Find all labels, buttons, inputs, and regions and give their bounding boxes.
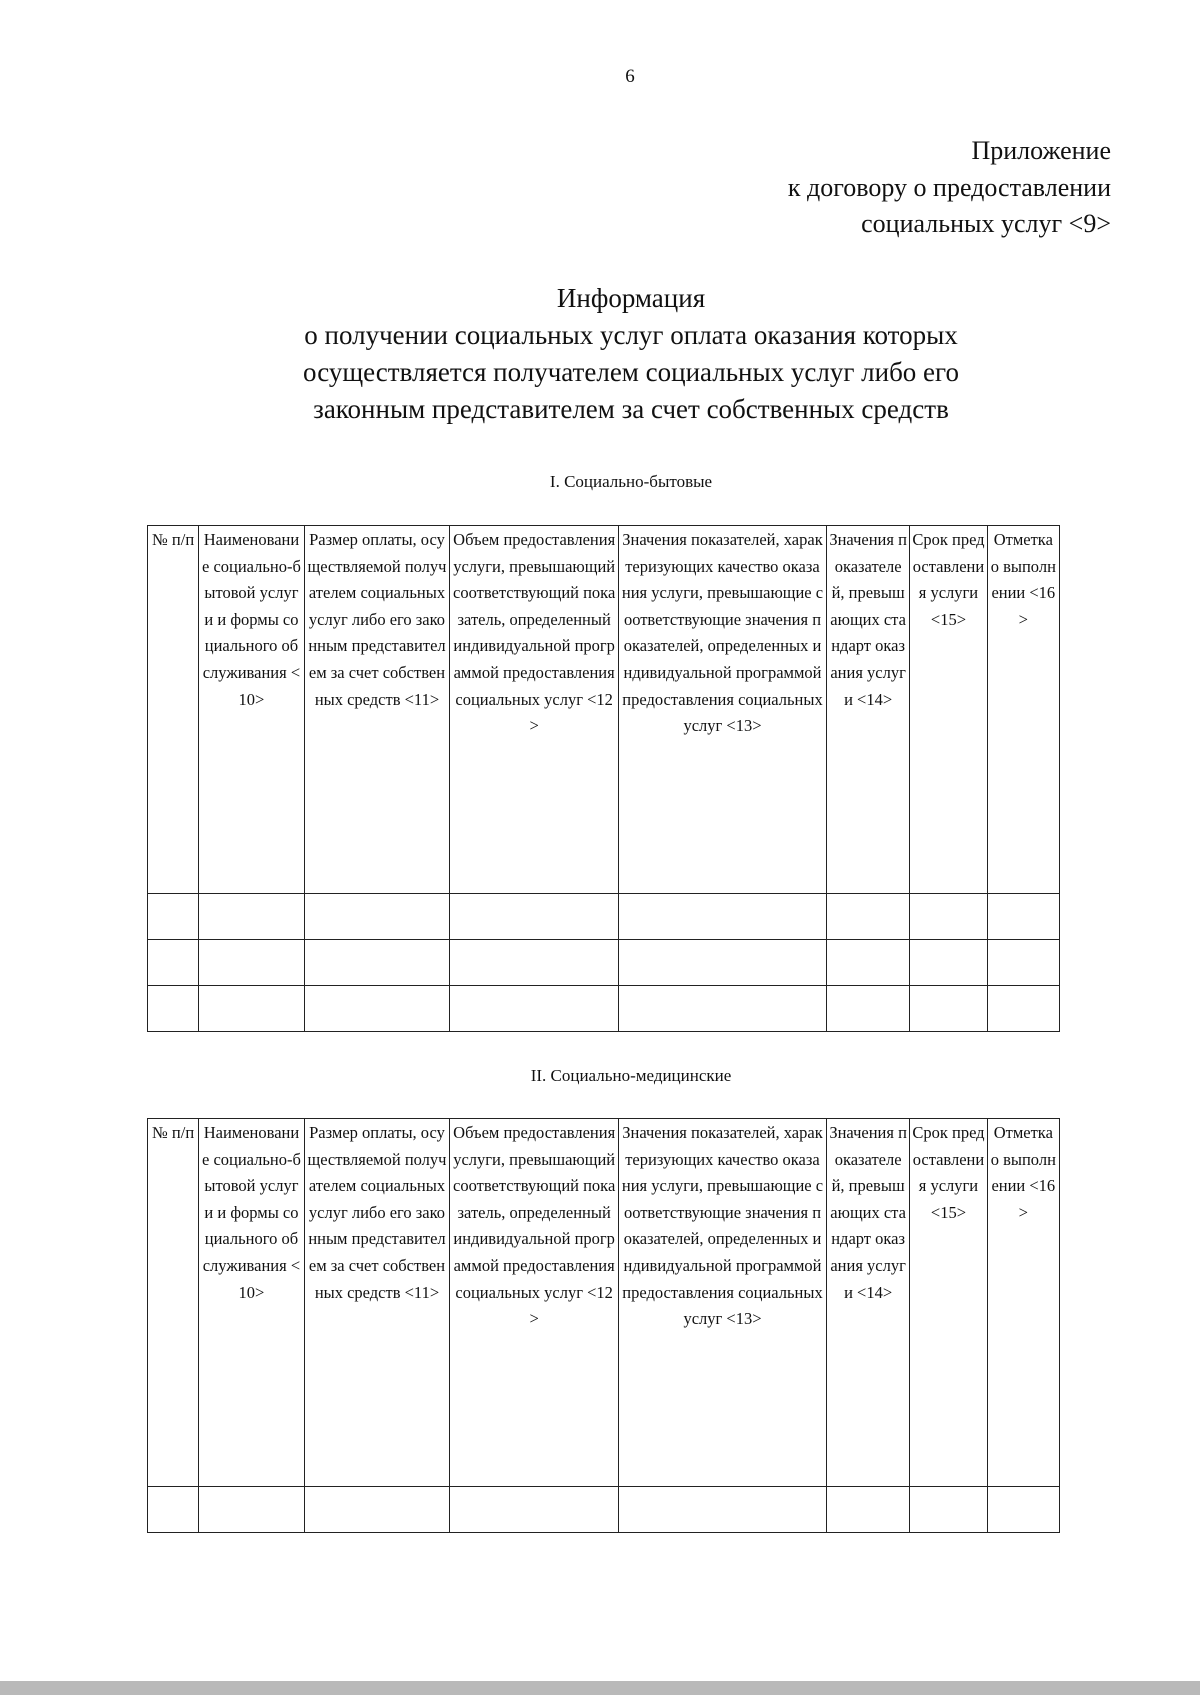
table-cell[interactable]	[619, 940, 827, 986]
section-heading-social-medical: II. Социально-медицинские	[530, 1066, 732, 1085]
column-header-quality-indicators: Значения показателей, характеризующих качество оказания услуги, превышающие соответствующие значения показателей, определенных индивидуальной программой предоставления социальных услуг <13>	[619, 526, 827, 894]
table-row	[148, 986, 1060, 1032]
column-header-completion-mark: Отметка о выполнении <16>	[987, 526, 1059, 894]
column-header-volume: Объем предоставления услуги, превышающий соответствующий показатель, определенный индивидуальной программой предоставления социальных услуг <12>	[450, 1119, 619, 1487]
appendix-line: к договору о предоставлении	[787, 172, 1111, 202]
document-title	[0, 280, 1200, 428]
table-cell[interactable]	[199, 986, 304, 1032]
column-header-service-name: Наименование социально-бытовой услуги и формы социального обслуживания <10>	[199, 1119, 304, 1487]
table-cell[interactable]	[910, 1487, 987, 1533]
table-cell[interactable]	[826, 894, 909, 940]
column-header-volume: Объем предоставления услуги, превышающий соответствующий показатель, определенный индивидуальной программой предоставления социальных услуг <12>	[450, 526, 619, 894]
table-cell[interactable]	[450, 986, 619, 1032]
table-row	[148, 1487, 1060, 1533]
services-table-social-medical	[147, 1118, 1060, 1533]
table-cell[interactable]	[148, 1487, 199, 1533]
table-cell[interactable]	[304, 1487, 450, 1533]
table-cell[interactable]	[910, 940, 987, 986]
table-cell[interactable]	[826, 986, 909, 1032]
column-header-term: Срок предоставления услуги <15>	[910, 1119, 987, 1487]
column-header-completion-mark: Отметка о выполнении <16>	[987, 1119, 1059, 1487]
table-header-row	[148, 526, 1060, 894]
column-header-standard-indicators: Значения показателей, превышающих стандарт оказания услуги <14>	[826, 1119, 909, 1487]
table-cell[interactable]	[199, 894, 304, 940]
table-cell[interactable]	[987, 986, 1059, 1032]
table-row	[148, 940, 1060, 986]
column-header-number: № п/п	[148, 526, 199, 894]
title-line: о получении социальных услуг оплата оказания которых	[304, 320, 958, 350]
table-cell[interactable]	[826, 940, 909, 986]
table-cell[interactable]	[199, 1487, 304, 1533]
table-cell[interactable]	[910, 894, 987, 940]
table-cell[interactable]	[450, 940, 619, 986]
title-line: Информация	[556, 283, 706, 313]
table-row	[148, 894, 1060, 940]
table-cell[interactable]	[619, 986, 827, 1032]
table-cell[interactable]	[199, 940, 304, 986]
table-cell[interactable]	[987, 940, 1059, 986]
column-header-number: № п/п	[148, 1119, 199, 1487]
table-header-row	[148, 1119, 1060, 1487]
column-header-payment-amount: Размер оплаты, осуществляемой получателем социальных услуг либо его законным представителем за счет собственных средств <11>	[304, 1119, 450, 1487]
scan-edge	[0, 1681, 1200, 1695]
section-heading-social-household: I. Социально-бытовые	[549, 472, 713, 491]
appendix-line: Приложение	[971, 136, 1111, 165]
table-cell[interactable]	[826, 1487, 909, 1533]
table-cell[interactable]	[304, 940, 450, 986]
column-header-standard-indicators: Значения показателей, превышающих стандарт оказания услуги <14>	[826, 526, 909, 894]
table-cell[interactable]	[619, 1487, 827, 1533]
appendix-line: социальных услуг <9>	[861, 209, 1111, 238]
services-table-social-household	[147, 525, 1060, 1032]
table-cell[interactable]	[148, 986, 199, 1032]
table-cell[interactable]	[148, 894, 199, 940]
table-cell[interactable]	[910, 986, 987, 1032]
appendix-header	[788, 133, 1111, 243]
title-line: законным представителем за счет собственных средств	[313, 394, 949, 424]
column-header-service-name: Наименование социально-бытовой услуги и формы социального обслуживания <10>	[199, 526, 304, 894]
table-cell[interactable]	[987, 1487, 1059, 1533]
table-cell[interactable]	[304, 986, 450, 1032]
page-number: 6	[625, 66, 635, 87]
table-cell[interactable]	[619, 894, 827, 940]
table-cell[interactable]	[450, 1487, 619, 1533]
column-header-quality-indicators: Значения показателей, характеризующих качество оказания услуги, превышающие соответствующие значения показателей, определенных индивидуальной программой предоставления социальных услуг <13>	[619, 1119, 827, 1487]
column-header-payment-amount: Размер оплаты, осуществляемой получателем социальных услуг либо его законным представителем за счет собственных средств <11>	[304, 526, 450, 894]
table-cell[interactable]	[148, 940, 199, 986]
table-cell[interactable]	[987, 894, 1059, 940]
title-line: осуществляется получателем социальных услуг либо его	[303, 357, 959, 387]
table-cell[interactable]	[304, 894, 450, 940]
table-cell[interactable]	[450, 894, 619, 940]
column-header-term: Срок предоставления услуги <15>	[910, 526, 987, 894]
